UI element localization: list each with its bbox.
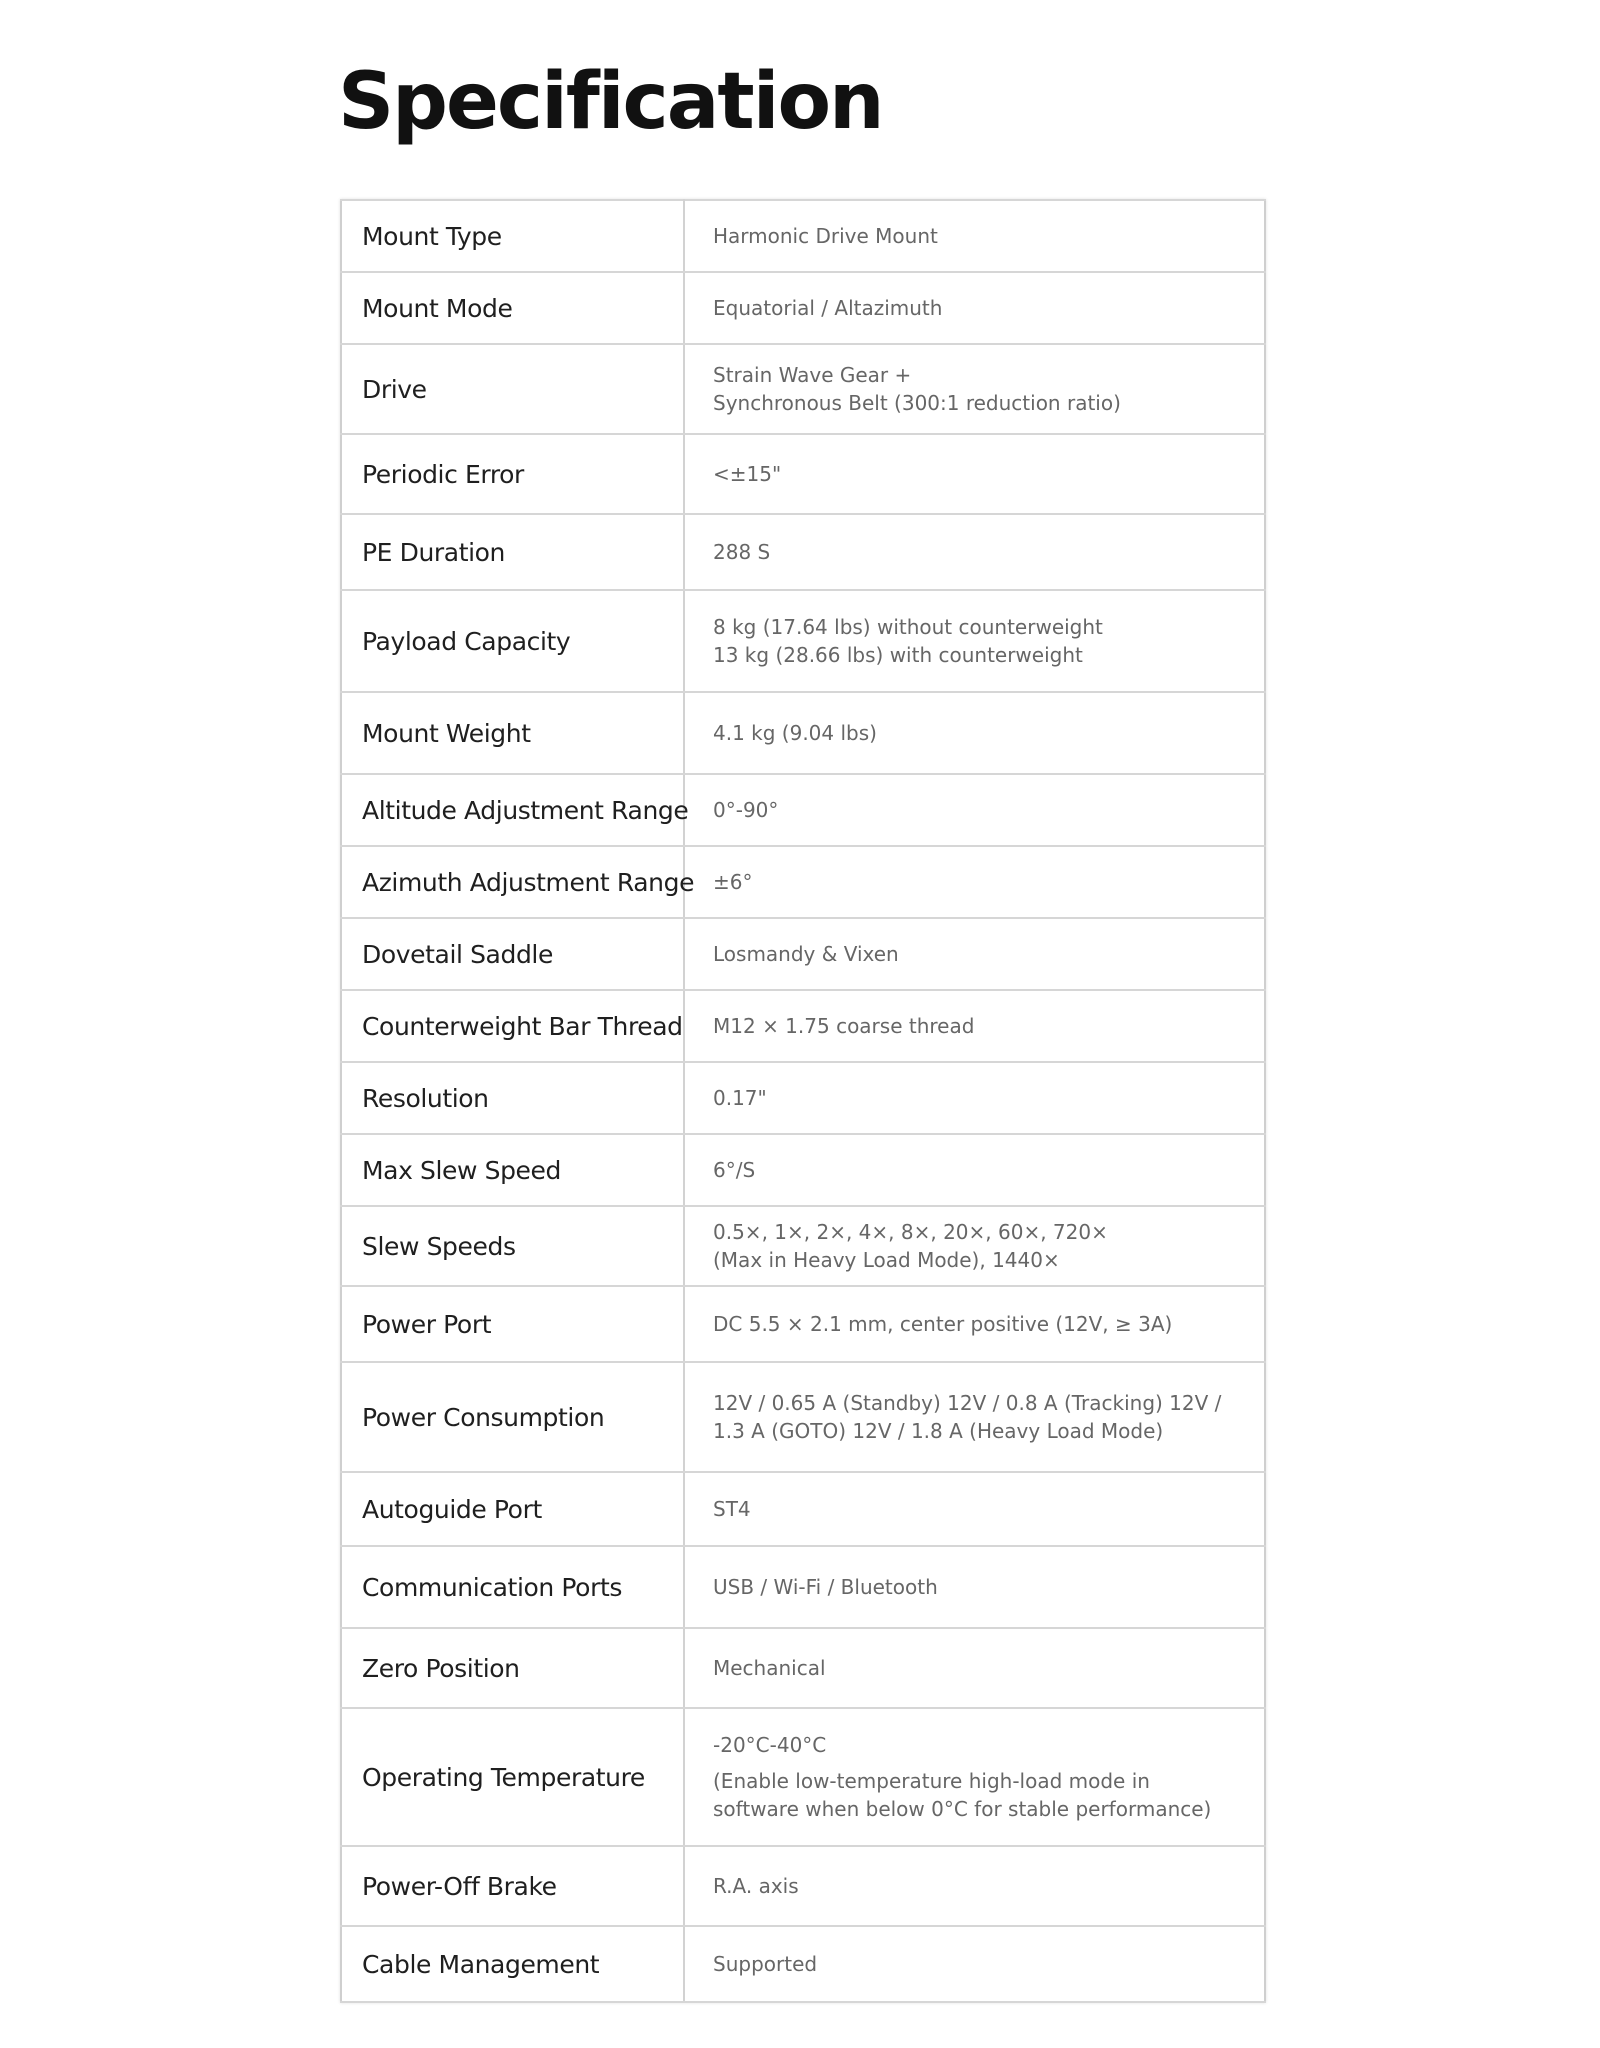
spec-value bbox=[684, 1062, 1265, 1134]
spec-value-line: Synchronous Belt (300:1 reduction ratio) bbox=[713, 391, 1121, 415]
spec-row bbox=[341, 434, 1265, 514]
spec-row bbox=[341, 272, 1265, 344]
spec-row bbox=[341, 344, 1265, 434]
spec-value bbox=[684, 1362, 1265, 1472]
spec-label: Mount Weight bbox=[341, 692, 684, 774]
spec-value bbox=[684, 774, 1265, 846]
spec-value-line: (Enable low-temperature high-load mode in bbox=[713, 1769, 1150, 1793]
spec-label: Communication Ports bbox=[341, 1546, 684, 1628]
spec-value-line: Supported bbox=[713, 1952, 818, 1976]
spec-value bbox=[684, 344, 1265, 434]
spec-value-line: 6°/S bbox=[713, 1158, 756, 1182]
spec-row bbox=[341, 692, 1265, 774]
spec-value bbox=[684, 590, 1265, 692]
spec-value-line: (Max in Heavy Load Mode), 1440× bbox=[713, 1248, 1060, 1272]
spec-row bbox=[341, 1926, 1265, 2002]
spec-row bbox=[341, 1546, 1265, 1628]
spec-value bbox=[684, 1708, 1265, 1846]
spec-value-line: 288 S bbox=[713, 540, 771, 564]
spec-label: Resolution bbox=[341, 1062, 684, 1134]
spec-value-line: Mechanical bbox=[713, 1656, 826, 1680]
spec-value bbox=[684, 514, 1265, 590]
spec-value bbox=[684, 1286, 1265, 1362]
spec-value bbox=[684, 200, 1265, 272]
spec-label: Max Slew Speed bbox=[341, 1134, 684, 1206]
spec-row bbox=[341, 514, 1265, 590]
spec-label: Altitude Adjustment Range bbox=[341, 774, 684, 846]
spec-value bbox=[684, 918, 1265, 990]
spec-label: Operating Temperature bbox=[341, 1708, 684, 1846]
spec-row bbox=[341, 200, 1265, 272]
spec-label: Counterweight Bar Thread bbox=[341, 990, 684, 1062]
spec-value bbox=[684, 1846, 1265, 1926]
spec-row bbox=[341, 1206, 1265, 1286]
spec-row bbox=[341, 1362, 1265, 1472]
spec-value-line: -20°C-40°C bbox=[713, 1733, 827, 1757]
spec-value-line: <±15" bbox=[713, 462, 782, 486]
spec-row bbox=[341, 774, 1265, 846]
spec-label: Autoguide Port bbox=[341, 1472, 684, 1546]
spec-value-line: 13 kg (28.66 lbs) with counterweight bbox=[713, 643, 1083, 667]
spec-value-line: 1.3 A (GOTO) 12V / 1.8 A (Heavy Load Mode) bbox=[713, 1419, 1164, 1443]
spec-value bbox=[684, 1134, 1265, 1206]
spec-value-line: 8 kg (17.64 lbs) without counterweight bbox=[713, 615, 1103, 639]
spec-label: PE Duration bbox=[341, 514, 684, 590]
spec-row bbox=[341, 846, 1265, 918]
spec-row bbox=[341, 990, 1265, 1062]
spec-value-line: Strain Wave Gear + bbox=[713, 363, 912, 387]
spec-label: Mount Type bbox=[341, 200, 684, 272]
spec-label: Dovetail Saddle bbox=[341, 918, 684, 990]
spec-value bbox=[684, 846, 1265, 918]
spec-value-line: 4.1 kg (9.04 lbs) bbox=[713, 721, 877, 745]
spec-value-line: 12V / 0.65 A (Standby) 12V / 0.8 A (Tracking) 12V / bbox=[713, 1391, 1222, 1415]
spec-value bbox=[684, 434, 1265, 514]
spec-label: Power Port bbox=[341, 1286, 684, 1362]
spec-value-line: Harmonic Drive Mount bbox=[713, 224, 938, 248]
spec-label: Power-Off Brake bbox=[341, 1846, 684, 1926]
spec-value-line: software when below 0°C for stable performance) bbox=[713, 1797, 1212, 1821]
spec-value bbox=[684, 1546, 1265, 1628]
page-title: Specification bbox=[338, 57, 883, 147]
spec-label: Cable Management bbox=[341, 1926, 684, 2002]
spec-label: Zero Position bbox=[341, 1628, 684, 1708]
spec-value bbox=[684, 990, 1265, 1062]
spec-value bbox=[684, 1926, 1265, 2002]
spec-value-line: R.A. axis bbox=[713, 1874, 799, 1898]
spec-value-line: 0°-90° bbox=[713, 798, 779, 822]
spec-row bbox=[341, 1708, 1265, 1846]
spec-label: Power Consumption bbox=[341, 1362, 684, 1472]
spec-table bbox=[340, 199, 1266, 2003]
spec-label: Slew Speeds bbox=[341, 1206, 684, 1286]
spec-row bbox=[341, 1134, 1265, 1206]
spec-row bbox=[341, 1062, 1265, 1134]
spec-table-body bbox=[341, 200, 1265, 2002]
spec-label: Drive bbox=[341, 344, 684, 434]
spec-row bbox=[341, 918, 1265, 990]
spec-value-line: DC 5.5 × 2.1 mm, center positive (12V, ≥ 3A) bbox=[713, 1312, 1173, 1336]
spec-row bbox=[341, 1472, 1265, 1546]
spec-value-line: ST4 bbox=[713, 1497, 751, 1521]
spec-value bbox=[684, 1628, 1265, 1708]
spec-row bbox=[341, 590, 1265, 692]
spec-value-line: ±6° bbox=[713, 870, 753, 894]
spec-label: Periodic Error bbox=[341, 434, 684, 514]
spec-label: Payload Capacity bbox=[341, 590, 684, 692]
spec-row bbox=[341, 1628, 1265, 1708]
spec-value-line: M12 × 1.75 coarse thread bbox=[713, 1014, 975, 1038]
spec-value bbox=[684, 1472, 1265, 1546]
spec-value-line: Losmandy & Vixen bbox=[713, 942, 899, 966]
spec-label: Azimuth Adjustment Range bbox=[341, 846, 684, 918]
spec-value-line: Equatorial / Altazimuth bbox=[713, 296, 943, 320]
spec-row bbox=[341, 1846, 1265, 1926]
spec-value-line: 0.17" bbox=[713, 1086, 767, 1110]
spec-value bbox=[684, 1206, 1265, 1286]
spec-value bbox=[684, 692, 1265, 774]
spec-row bbox=[341, 1286, 1265, 1362]
spec-value bbox=[684, 272, 1265, 344]
spec-value-line: USB / Wi-Fi / Bluetooth bbox=[713, 1575, 938, 1599]
spec-value-line: 0.5×, 1×, 2×, 4×, 8×, 20×, 60×, 720× bbox=[713, 1220, 1108, 1244]
spec-label: Mount Mode bbox=[341, 272, 684, 344]
